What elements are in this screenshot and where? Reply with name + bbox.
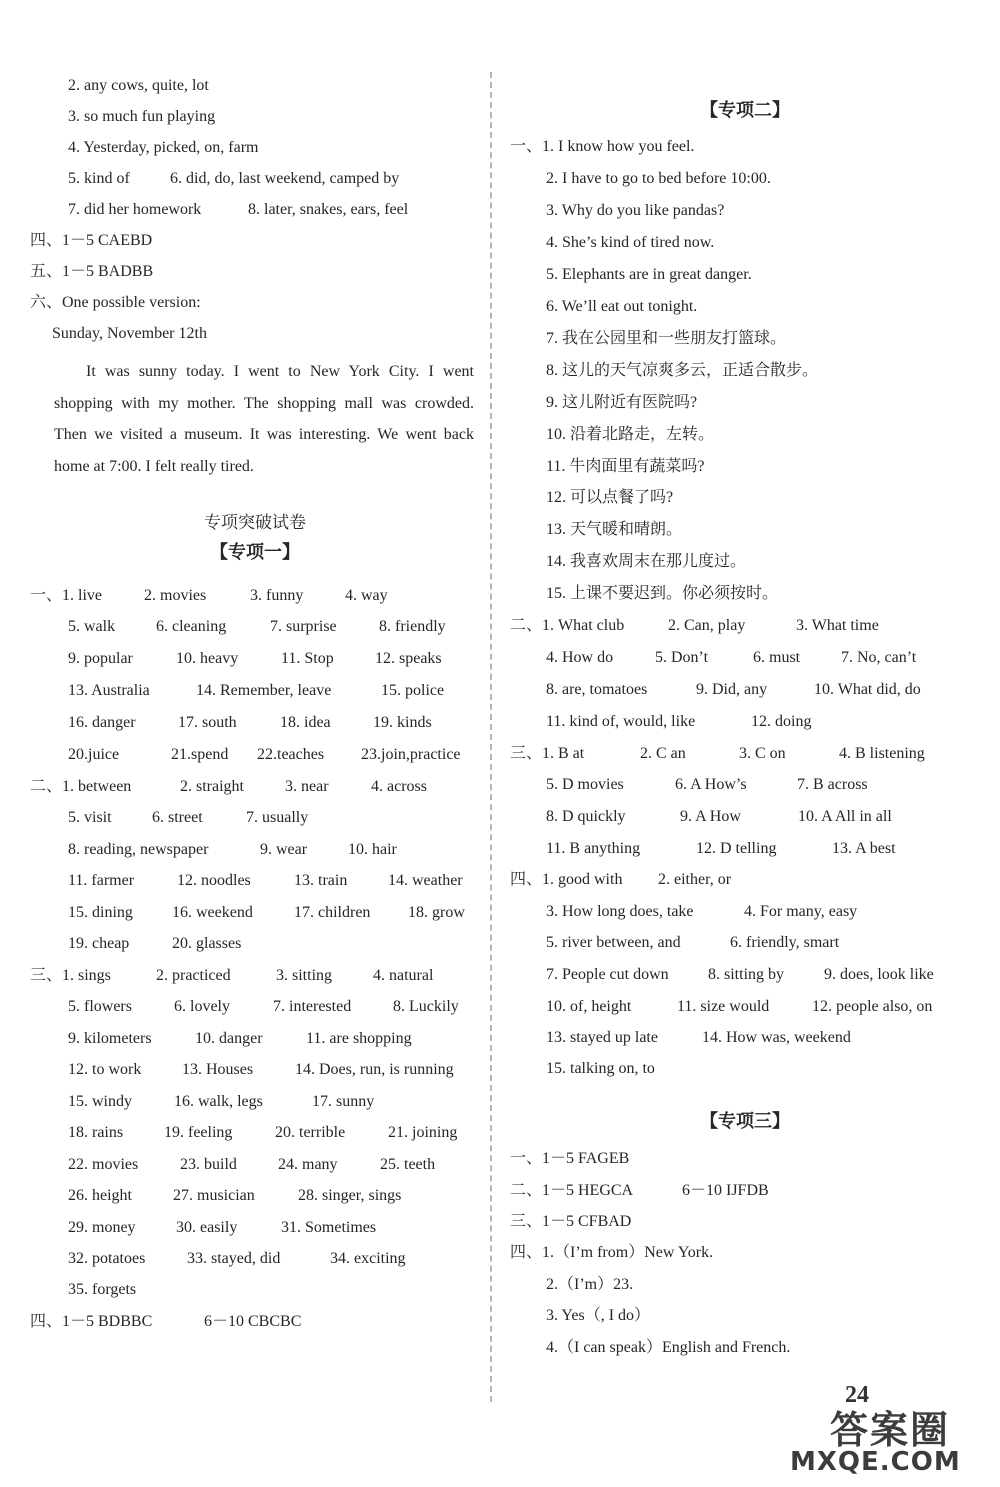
answer-item: 11. are shopping <box>306 1030 412 1047</box>
answer-item: 9. wear <box>260 841 308 858</box>
answer-item: 24. many <box>278 1156 338 1173</box>
answer-item: 32. potatoes <box>68 1250 146 1267</box>
answer-item: 19. feeling <box>164 1124 233 1141</box>
answer-item: 3. Yes（, I do） <box>546 1307 651 1324</box>
answer-item: 7. surprise <box>270 618 337 635</box>
answer-item: 2.（I’m）23. <box>546 1276 634 1293</box>
answer-item: 4.（I can speak）English and French. <box>546 1339 791 1356</box>
answer-item: 12. doing <box>751 713 812 730</box>
answer-item: 6. street <box>152 809 203 826</box>
answer-item: 10. of, height <box>546 998 632 1015</box>
answer-item: 12. 可以点餐了吗? <box>546 489 674 506</box>
answer-item: 11. farmer <box>68 872 135 889</box>
answer-item: 16. danger <box>68 714 136 731</box>
answer-item: 四、1－5 CAEBD <box>30 232 153 249</box>
answer-item: 31. Sometimes <box>281 1219 377 1236</box>
answer-item: 2. practiced <box>156 967 231 984</box>
answer-item: 13. 天气暖和晴朗。 <box>546 521 683 538</box>
answer-item: 13. stayed up late <box>546 1029 658 1046</box>
answer-item: Sunday, November 12th <box>52 325 207 342</box>
section2-heading: 【专项二】 <box>700 100 790 121</box>
answer-item: 二、1－5 HEGCA <box>510 1182 634 1199</box>
answer-item: 8. friendly <box>379 618 446 635</box>
answer-item: 二、1. What club <box>510 617 625 634</box>
watermark-url: MXQE.COM <box>790 1447 961 1477</box>
answer-item: 5. river between, and <box>546 934 681 951</box>
answer-item: 20. terrible <box>275 1124 346 1141</box>
answer-item: 13. Australia <box>68 682 150 699</box>
site-watermark <box>790 1399 990 1479</box>
answer-item: 12. people also, on <box>812 998 933 1015</box>
answer-item: 33. stayed, did <box>187 1250 281 1267</box>
answer-item: 12. noodles <box>177 872 251 889</box>
answer-item: 15. dining <box>68 904 133 921</box>
answer-item: 10. heavy <box>176 650 239 667</box>
answer-item: 6－10 CBCBC <box>204 1313 302 1330</box>
answer-item: 11. 牛肉面里有蔬菜吗? <box>546 458 705 475</box>
answer-item: 10. What did, do <box>814 681 921 698</box>
answer-item: 一、1. live <box>30 587 102 604</box>
page-number: 24 <box>845 1382 869 1408</box>
answer-item: 三、1. B at <box>510 745 585 762</box>
answer-item: 34. exciting <box>330 1250 406 1267</box>
answer-item: 2. straight <box>180 778 244 795</box>
answer-item: 15. windy <box>68 1093 132 1110</box>
answer-item: 四、1.（I’m from）New York. <box>510 1244 714 1261</box>
answer-item: 11. B anything <box>546 840 641 857</box>
answer-item: 8. later, snakes, ears, feel <box>248 201 409 218</box>
answer-item: 6. did, do, last weekend, camped by <box>170 170 400 187</box>
answer-item: 23. build <box>180 1156 237 1173</box>
answer-item: 10. A All in all <box>798 808 892 825</box>
answer-item: 四、1. good with <box>510 871 623 888</box>
answer-item: 3. so much fun playing <box>68 108 216 125</box>
answer-item: 2. C an <box>640 745 686 762</box>
answer-item: 5. Elephants are in great danger. <box>546 266 752 283</box>
answer-item: 22.teaches <box>257 746 325 763</box>
answer-item: 22. movies <box>68 1156 139 1173</box>
answer-item: 11. Stop <box>281 650 334 667</box>
answer-item: 27. musician <box>173 1187 255 1204</box>
answer-item: 12. speaks <box>375 650 442 667</box>
answer-item: 35. forgets <box>68 1281 137 1298</box>
answer-item: 6. A How’s <box>675 776 747 793</box>
answer-item: 6. must <box>753 649 801 666</box>
answer-item: 5. walk <box>68 618 116 635</box>
answer-item: 3. Why do you like pandas? <box>546 202 725 219</box>
answer-item: 7. B across <box>797 776 868 793</box>
answer-item: 11. kind of, would, like <box>546 713 696 730</box>
answer-item: 20.juice <box>68 746 120 763</box>
answer-item: 9. kilometers <box>68 1030 152 1047</box>
section1-heading: 【专项一】 <box>210 542 300 563</box>
answer-item: 18. grow <box>408 904 465 921</box>
answer-item: 30. easily <box>176 1219 238 1236</box>
answer-item: 14. Does, run, is running <box>295 1061 454 1078</box>
answer-item: 2. Can, play <box>668 617 746 634</box>
answer-item: 14. How was, weekend <box>702 1029 851 1046</box>
answer-item: 19. cheap <box>68 935 130 952</box>
answer-item: 25. teeth <box>380 1156 436 1173</box>
answer-item: 5. Don’t <box>655 649 709 666</box>
answer-item: 13. A best <box>832 840 896 857</box>
answer-item: 16. walk, legs <box>174 1093 263 1110</box>
answer-item: 17. south <box>178 714 237 731</box>
answer-item: 7. interested <box>273 998 352 1015</box>
answer-item: 2. movies <box>144 587 207 604</box>
answer-item: 17. sunny <box>312 1093 375 1110</box>
answer-item: 5. kind of <box>68 170 130 187</box>
answer-item: 6. We’ll eat out tonight. <box>546 298 698 315</box>
answer-item: 13. Houses <box>182 1061 254 1078</box>
answer-item: 5. D movies <box>546 776 624 793</box>
answer-item: 4. way <box>345 587 388 604</box>
answer-item: 3. sitting <box>276 967 333 984</box>
test-title: 专项突破试卷 <box>204 513 306 533</box>
answer-item: 11. size would <box>677 998 770 1015</box>
answer-item: 26. height <box>68 1187 132 1204</box>
answer-item: 14. Remember, leave <box>196 682 332 699</box>
answer-item: 18. rains <box>68 1124 124 1141</box>
answer-item: 7. 我在公园里和一些朋友打篮球。 <box>546 330 787 347</box>
answer-item: 20. glasses <box>172 935 242 952</box>
answer-item: 15. police <box>381 682 445 699</box>
answer-item: 3. How long does, take <box>546 903 694 920</box>
answer-item: 19. kinds <box>373 714 432 731</box>
answer-item: 15. talking on, to <box>546 1060 655 1077</box>
answer-item: 13. train <box>294 872 348 889</box>
answer-item: 三、1. sings <box>30 967 111 984</box>
answer-item: 21.spend <box>171 746 229 763</box>
answer-item: 四、1－5 BDBBC <box>30 1313 153 1330</box>
answer-item: 9. popular <box>68 650 133 667</box>
answer-item: 9. 这儿附近有医院吗? <box>546 394 698 411</box>
answer-item: 8. sitting by <box>708 966 785 983</box>
answer-item: 2. any cows, quite, lot <box>68 77 209 94</box>
answer-item: 4. across <box>371 778 427 795</box>
answer-item: 3. near <box>285 778 329 795</box>
answer-item: 6. friendly, smart <box>730 934 840 951</box>
answer-item: 4. She’s kind of tired now. <box>546 234 715 251</box>
sample-essay <box>54 356 474 483</box>
answer-item: 14. 我喜欢周末在那儿度过。 <box>546 553 747 570</box>
essay-text: It was sunny today. I went to New York City. I went shopping with my mother. The shopping mall was crowded. Then we visited a museum. It was interesting. We went back home at 7:00. I felt really tired. <box>54 363 474 476</box>
answer-item: 6. lovely <box>174 998 230 1015</box>
answer-item: 28. singer, sings <box>298 1187 402 1204</box>
answer-item: 5. flowers <box>68 998 132 1015</box>
answer-item: 16. weekend <box>172 904 253 921</box>
answer-item: 18. idea <box>280 714 331 731</box>
answer-item: 6. cleaning <box>156 618 227 635</box>
answer-item: 17. children <box>294 904 371 921</box>
answer-item: 二、1. between <box>30 778 132 795</box>
answer-item: 三、1－5 CFBAD <box>510 1213 632 1230</box>
answer-item: 15. 上课不要迟到。你必须按时。 <box>546 585 779 602</box>
answer-item: 2. either, or <box>658 871 732 888</box>
answer-item: 六、One possible version: <box>30 294 201 311</box>
answer-item: 10. hair <box>348 841 397 858</box>
answer-item: 21. joining <box>388 1124 458 1141</box>
answer-item: 7. People cut down <box>546 966 669 983</box>
answer-item: 9. does, look like <box>824 966 934 983</box>
answer-item: 3. C on <box>739 745 786 762</box>
answer-item: 12. to work <box>68 1061 142 1078</box>
answer-item: 7. usually <box>246 809 309 826</box>
watermark-logo-text: 答案圈 <box>830 1408 951 1452</box>
answer-item: 4. Yesterday, picked, on, farm <box>68 139 259 156</box>
section3-heading: 【专项三】 <box>700 1111 790 1132</box>
answer-item: 4. natural <box>373 967 434 984</box>
answer-item: 9. Did, any <box>696 681 768 698</box>
answer-item: 一、1－5 FAGEB <box>510 1150 630 1167</box>
answer-item: 8. 这儿的天气凉爽多云，正适合散步。 <box>546 362 819 379</box>
answer-item: 4. How do <box>546 649 614 666</box>
answer-item: 9. A How <box>680 808 741 825</box>
answer-item: 7. No, can’t <box>841 649 917 666</box>
answer-item: 23.join,practice <box>361 746 461 763</box>
answer-item: 3. funny <box>250 587 304 604</box>
answer-item: 五、1－5 BADBB <box>30 263 154 280</box>
column-divider <box>490 72 492 1402</box>
answer-item: 8. are, tomatoes <box>546 681 648 698</box>
answer-item: 8. reading, newspaper <box>68 841 209 858</box>
answer-item: 12. D telling <box>696 840 777 857</box>
answer-item: 4. For many, easy <box>744 903 858 920</box>
answer-item: 29. money <box>68 1219 136 1236</box>
answer-item: 一、1. I know how you feel. <box>510 138 695 155</box>
answer-item: 3. What time <box>796 617 879 634</box>
answer-item: 10. 沿着北路走，左转。 <box>546 426 715 443</box>
answer-item: 7. did her homework <box>68 201 202 218</box>
answer-item: 10. danger <box>195 1030 263 1047</box>
answer-item: 6－10 IJFDB <box>682 1182 769 1199</box>
answer-item: 8. D quickly <box>546 808 626 825</box>
answer-item: 14. weather <box>388 872 463 889</box>
answer-item: 4. B listening <box>839 745 925 762</box>
answer-item: 2. I have to go to bed before 10:00. <box>546 170 771 187</box>
answer-item: 8. Luckily <box>393 998 459 1015</box>
answer-item: 5. visit <box>68 809 112 826</box>
